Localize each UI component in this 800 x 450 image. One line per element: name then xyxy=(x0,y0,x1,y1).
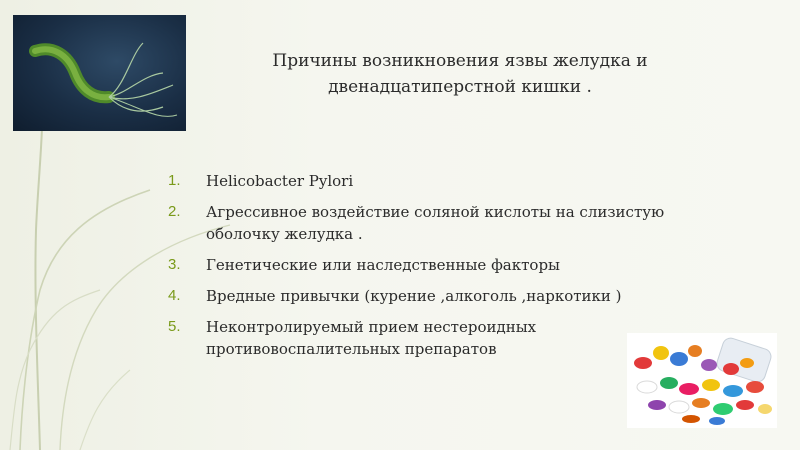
slide-title xyxy=(210,48,710,100)
list-item-number: 5. xyxy=(168,318,181,335)
list-item-text: Неконтролируемый прием нестероидных противовоспалительных препаратов xyxy=(206,318,537,358)
list-item-text: Helicobacter Pylori xyxy=(206,172,354,190)
list-item xyxy=(168,201,708,245)
list-item xyxy=(168,254,708,276)
list-item xyxy=(168,170,708,192)
bacteria-image xyxy=(13,15,186,131)
list-item-number: 3. xyxy=(168,256,181,273)
list-item-number: 2. xyxy=(168,203,181,220)
pills-image xyxy=(627,333,777,428)
slide-title-line1: Причины возникновения язвы желудка и xyxy=(272,51,648,71)
list-item-number: 4. xyxy=(168,287,181,304)
list-item-text: Вредные привычки (курение ,алкоголь ,наркотики ) xyxy=(206,287,622,305)
list-item xyxy=(168,285,708,307)
list-item-number: 1. xyxy=(168,172,181,189)
list-item-text: Агрессивное воздействие соляной кислоты на слизистую оболочку желудка . xyxy=(206,203,665,243)
slide-title-line2: двенадцатиперстной кишки . xyxy=(328,77,592,97)
list-item-text: Генетические или наследственные факторы xyxy=(206,256,560,274)
